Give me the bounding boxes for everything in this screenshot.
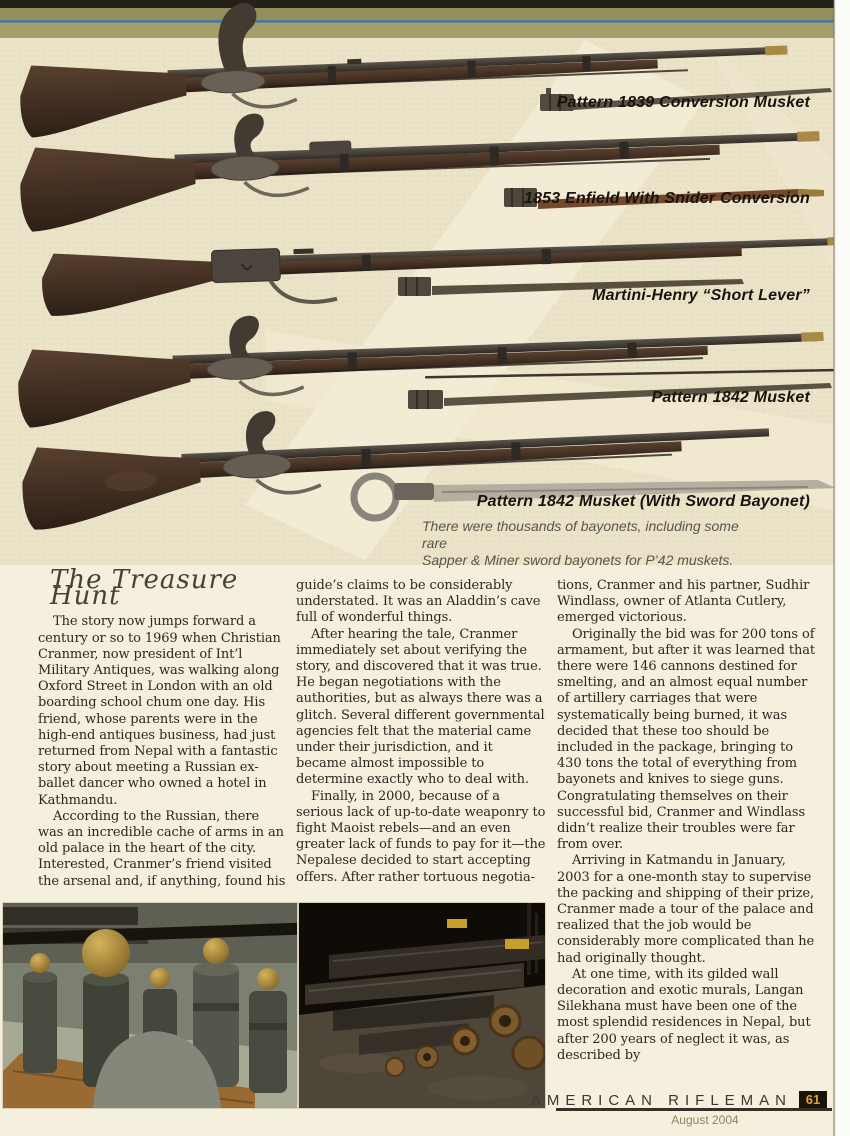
mortars-photo-illustration xyxy=(3,903,297,1108)
rifles-photo-illustration xyxy=(0,0,834,565)
magazine-name: AMERICAN RIFLEMAN xyxy=(530,1092,792,1109)
rifle-label-5: Pattern 1842 Musket (With Sword Bayonet) xyxy=(476,493,810,510)
issue-date: August 2004 xyxy=(671,1113,739,1127)
rifle-label-3: Martini-Henry “Short Lever” xyxy=(592,287,810,304)
paragraph: Originally the bid was for 200 tons of armament, but after it was learned that there were 146 cannons destined for smelting, and an almost equal number of artillery carriages that were systematically being burned, it was decided that these too should be included in the package, bringing to 430 tons the total of everything from bayonets and knives to siege guns. Congratulating themselves on their successful bid, Cranmer and Windlass didn’t realize their troubles were far from over. xyxy=(557,626,816,853)
article-column-2 xyxy=(296,578,546,886)
cannons-photo xyxy=(299,903,545,1108)
yellow-tag xyxy=(505,939,529,949)
paragraph: At one time, with its gilded wall decoration and exotic murals, Langan Silekhana must have been one of the most splendid residences in Nepal, but after 200 years of neglect it was, as described by xyxy=(557,966,811,1063)
paragraph: tions, Cranmer and his partner, Sudhir Windlass, owner of Atlanta Cutlery, emerged victorious. xyxy=(557,578,810,626)
paragraph: After hearing the tale, Cranmer immediately set about verifying the story, and discovered that it was true. He began negotiations with the authorities, but as always there was a glitch. Several different governmental agencies felt that the material came under their jurisdiction, and it became almost impossible to determine exactly who to deal with. xyxy=(296,626,545,788)
paragraph: Finally, in 2000, because of a serious lack of up-to-date weaponry to fight Maoist rebels—and an even greater lack of funds to pay for it—the Nepalese decided to start accepting offers. After rather tortuous negotia- xyxy=(296,788,546,885)
mortars-photo xyxy=(3,903,297,1108)
rifles-photo xyxy=(0,0,834,568)
cannons-photo-illustration xyxy=(299,903,545,1108)
article-column-3 xyxy=(557,578,815,1064)
photo-caption-line2: Sapper & Miner sword bayonets for P’42 muskets. xyxy=(422,552,734,568)
section-heading: The Treasure Hunt xyxy=(50,565,239,612)
scan-right-margin xyxy=(836,0,850,1136)
rifle-label-2: 1853 Enfield With Snider Conversion xyxy=(523,190,810,207)
rifle-label-4: Pattern 1842 Musket xyxy=(651,389,810,406)
photo-caption xyxy=(422,518,762,569)
paragraph: guide’s claims to be considerably understated. It was an Aladdin’s cave full of wonderful things. xyxy=(296,578,541,626)
paragraph: According to the Russian, there was an incredible cache of arms in an old palace in the heart of the city. Interested, Cranmer’s friend visited the arsenal and, if anything, found his xyxy=(38,808,286,889)
scan-edge-line xyxy=(833,0,835,1136)
paragraph: The story now jumps forward a century or so to 1969 when Christian Cranmer, now president of Int’l Military Antiques, was walking along Oxford Street in London with an old boarding school chum one day. His friend, whose parents were in the high-end antiques business, had just returned from Nepal with a fantastic story about meeting a Russian ex-ballet dancer who owned a hotel in Kathmandu. xyxy=(38,614,281,808)
article-column-1 xyxy=(38,565,288,890)
yellow-tag xyxy=(447,919,467,928)
page-number: 61 xyxy=(799,1091,827,1108)
photo-caption-line1: There were thousands of bayonets, including some rare xyxy=(422,518,739,551)
rifle-label-1: Pattern 1839 Conversion Musket xyxy=(556,94,810,111)
paragraph: Arriving in Katmandu in January, 2003 for a one-month stay to supervise the packing and shipping of their prize, Cranmer made a tour of the palace and realized that the job would be considerably more complicated than he had originally thought. xyxy=(557,853,815,966)
